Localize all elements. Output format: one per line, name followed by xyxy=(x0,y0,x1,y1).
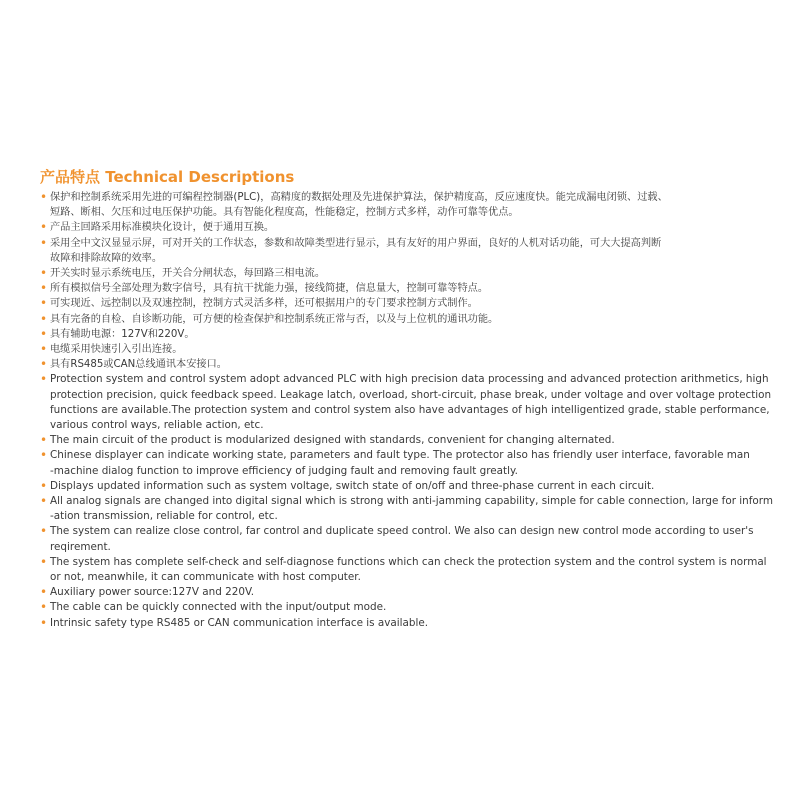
list-item-line: 开关实时显示系统电压，开关合分闸状态，每回路三相电流。 xyxy=(50,268,326,280)
list-item xyxy=(40,190,770,220)
list-item-line: reqirement. xyxy=(50,540,111,553)
list-item-line: Protection system and control system adopt advanced PLC with high precision data processing and advanced protection arithmetics, high xyxy=(50,373,769,386)
bullet-icon: • xyxy=(40,296,48,311)
bullet-icon: • xyxy=(40,190,48,204)
bullet-icon: • xyxy=(40,494,48,509)
list-item xyxy=(40,342,770,357)
description-list xyxy=(40,190,773,631)
list-item xyxy=(40,312,770,327)
list-item-line: 具有RS485或CAN总线通讯本安接口。 xyxy=(50,359,227,371)
list-item-line: All analog signals are changed into digital signal which is strong with anti-jamming capability, simple for cable connection, large for inform xyxy=(50,495,773,508)
list-item-line: 产品主回路采用标准模块化设计，便于通用互换。 xyxy=(50,222,275,234)
list-item-line: Chinese displayer can indicate working state, parameters and fault type. The protector also has friendly user interface, favorable man xyxy=(50,449,750,462)
list-item-line: Displays updated information such as system voltage, switch state of on/off and three-phase current in each circuit. xyxy=(50,479,655,492)
list-item-line: 采用全中文汉显显示屏，可对开关的工作状态，参数和故障类型进行显示，具有友好的用户界面，良好的人机对话功能，可大大提高判断 xyxy=(50,237,662,249)
list-item xyxy=(40,266,770,281)
bullet-icon: • xyxy=(40,326,48,341)
list-item xyxy=(40,220,770,235)
bullet-icon: • xyxy=(40,524,48,539)
list-item xyxy=(40,372,770,433)
bullet-icon: • xyxy=(40,372,48,387)
list-item xyxy=(40,357,770,372)
bullet-icon: • xyxy=(40,357,48,372)
list-item-line: 可实现近、远控制以及双速控制，控制方式灵活多样，还可根据用户的专门要求控制方式制作。 xyxy=(50,298,478,310)
bullet-icon: • xyxy=(40,433,48,448)
list-item xyxy=(40,433,770,448)
list-item xyxy=(40,236,770,266)
list-item xyxy=(40,555,770,585)
bullet-icon: • xyxy=(40,585,48,600)
bullet-icon: • xyxy=(40,220,48,235)
section-heading: 产品特点 Technical Descriptions xyxy=(40,168,295,186)
list-item-line: 具有辅助电源：127V和220V。 xyxy=(50,328,195,340)
list-item-line: 短路、断相、欠压和过电压保护功能。具有智能化程度高，性能稳定，控制方式多样，动作可靠等优点。 xyxy=(50,207,519,219)
bullet-icon: • xyxy=(40,266,48,281)
bullet-icon: • xyxy=(40,311,48,326)
list-item xyxy=(40,585,770,600)
list-item-line: The system has complete self-check and self-diagnose functions which can check the protection system and the control system is normal xyxy=(50,555,767,568)
list-item-line: protection precision, quick feedback speed. Leakage latch, overload, short-circuit, phase break, under voltage and over voltage protection xyxy=(50,388,772,401)
list-item xyxy=(40,616,770,631)
bullet-icon: • xyxy=(40,600,48,615)
list-item-line: 具有完备的自检、自诊断功能，可方便的检查保护和控制系统正常与否，以及与上位机的通讯功能。 xyxy=(50,313,499,325)
list-item-line: 保护和控制系统采用先进的可编程控制器(PLC)，高精度的数据处理及先进保护算法，保护精度高，反应速度快。能完成漏电闭锁、过载、 xyxy=(50,192,668,203)
list-item xyxy=(40,327,770,342)
list-item-line: various control ways, reliable action, etc. xyxy=(50,419,264,432)
list-item xyxy=(40,494,773,524)
list-item-line: -ation transmission, reliable for control, etc. xyxy=(50,510,278,523)
list-item-line: 故障和排除故障的效率。 xyxy=(50,252,163,264)
list-item xyxy=(40,296,770,311)
list-item-line: The cable can be quickly connected with the input/output mode. xyxy=(50,601,387,614)
list-item xyxy=(40,479,770,494)
list-item xyxy=(40,281,770,296)
list-item-line: -machine dialog function to improve efficiency of judging fault and removing fault greatly. xyxy=(50,464,518,477)
list-item xyxy=(40,448,770,478)
list-item-line: or not, meanwhile, it can communicate with host computer. xyxy=(50,571,361,584)
bullet-icon: • xyxy=(40,478,48,493)
bullet-icon: • xyxy=(40,554,48,569)
list-item-line: The system can realize close control, far control and duplicate speed control. We also can design new control mode according to user's xyxy=(50,525,754,538)
list-item-line: Auxiliary power source:127V and 220V. xyxy=(50,586,255,599)
bullet-icon: • xyxy=(40,281,48,296)
bullet-icon: • xyxy=(40,235,48,250)
list-item-line: functions are available.The protection system and control system also have advantages of high intelligentized grade, stable performance, xyxy=(50,403,770,416)
bullet-icon: • xyxy=(40,615,48,630)
list-item-line: 所有模拟信号全部处理为数字信号，具有抗干扰能力强，接线简捷，信息量大，控制可靠等特点。 xyxy=(50,283,489,295)
list-item-line: Intrinsic safety type RS485 or CAN communication interface is available. xyxy=(50,616,429,629)
bullet-icon: • xyxy=(40,448,48,463)
list-item-line: The main circuit of the product is modularized designed with standards, convenient for changing alternated. xyxy=(50,434,615,447)
list-item xyxy=(40,524,770,554)
bullet-icon: • xyxy=(40,342,48,357)
list-item xyxy=(40,600,770,615)
list-item-line: 电缆采用快速引入引出连接。 xyxy=(50,344,183,356)
